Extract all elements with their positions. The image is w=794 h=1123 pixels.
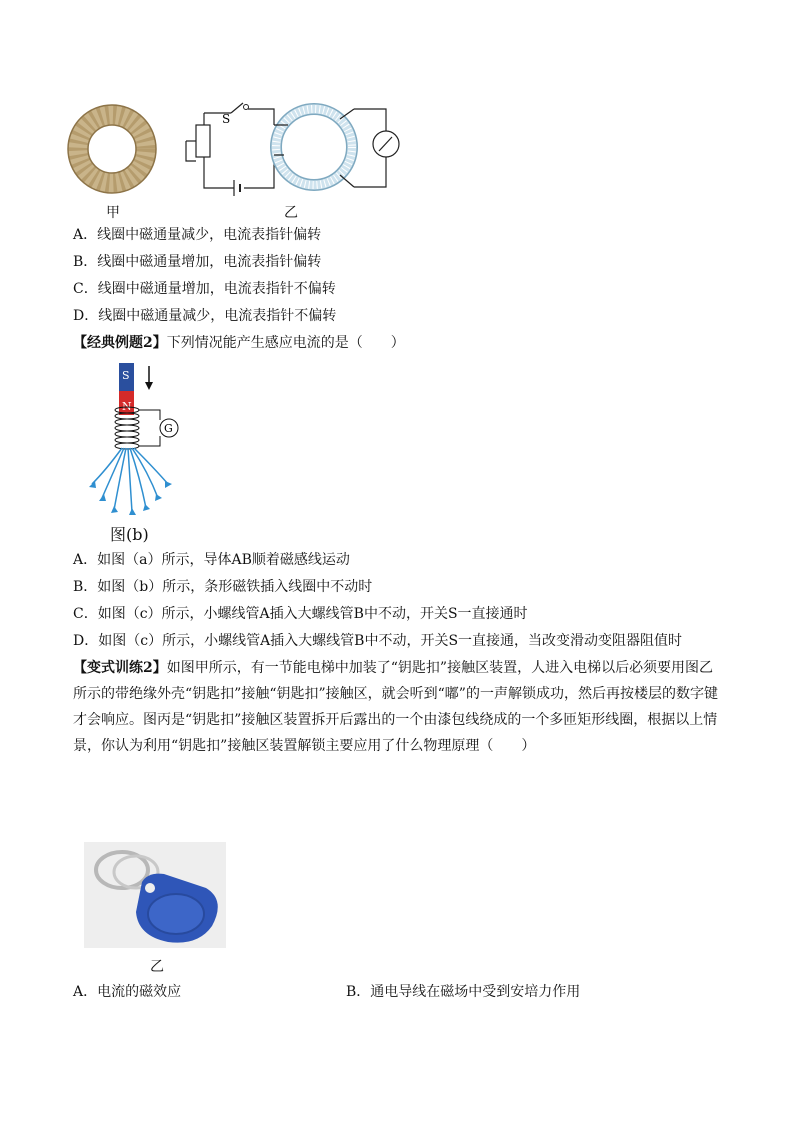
variant-2-text: 如图甲所示，有一节能电梯中加装了“钥匙扣”接触区装置，人进入电梯以后必须要用图乙所示的带绝缘外壳“钥匙扣”接触“钥匙扣”接触区，就会听到“嘟”的一声解锁成功，然后再按楼层的数字键才会响应。图丙是“钥匙扣”接触区装置拆开后露出的一个由漆包线绕成的一个多匝矩形线圈，根据以上情景，你认为利用“钥匙扣”接触区装置解锁主要应用了什么物理原理（ ）	[73, 660, 718, 754]
q2-option-a: A．如图（a）所示，导体AB顺着磁感线运动	[73, 552, 350, 568]
q1-option-b: B．线圈中磁通量增加，电流表指针偏转	[73, 254, 322, 270]
ring-coil	[274, 109, 354, 187]
galvanometer-label: G	[164, 422, 173, 435]
magnet-s-label: S	[122, 369, 130, 382]
figure-2-caption: 图(b)	[110, 525, 149, 544]
example-2-tag: 【经典例题2】	[73, 335, 167, 351]
figure-1	[66, 95, 406, 220]
figure-3-caption: 乙	[150, 959, 164, 975]
q1-option-a: A．线圈中磁通量减少，电流表指针偏转	[73, 227, 322, 243]
example-2-question: 下列情况能产生感应电流的是（ ）	[166, 335, 405, 351]
keyfob-photo	[84, 842, 226, 948]
toroid-coil-photo	[66, 103, 158, 195]
magnet-coil-diagram	[86, 360, 196, 520]
example-2-heading	[73, 334, 405, 352]
figure-3	[84, 842, 226, 977]
q1-option-c: C．线圈中磁通量增加，电流表指针不偏转	[73, 281, 336, 297]
q2-option-c: C．如图（c）所示，小螺线管A插入大螺线管B中不动，开关S一直接通时	[73, 606, 528, 622]
variant-2-tag: 【变式训练2】	[73, 660, 167, 676]
q3-option-a: A．电流的磁效应	[73, 984, 182, 1000]
variant-2-paragraph	[73, 655, 723, 759]
q2-option-d: D．如图（c）所示，小螺线管A插入大螺线管B中不动，开关S一直接通，当改变滑动变阻器阻值时	[73, 633, 683, 649]
q3-option-b: B．通电导线在磁场中受到安培力作用	[346, 984, 581, 1000]
magnet-n-label: N	[122, 400, 132, 413]
circuit-diagram	[176, 95, 406, 200]
switch-label: S	[222, 112, 231, 126]
q1-option-d: D．线圈中磁通量减少，电流表指针不偏转	[73, 308, 337, 324]
figure-1-caption-left: 甲	[106, 205, 120, 221]
figure-2	[86, 360, 196, 542]
figure-1-caption-right: 乙	[284, 205, 298, 221]
q2-option-b: B．如图（b）所示，条形磁铁插入线圈中不动时	[73, 579, 373, 595]
